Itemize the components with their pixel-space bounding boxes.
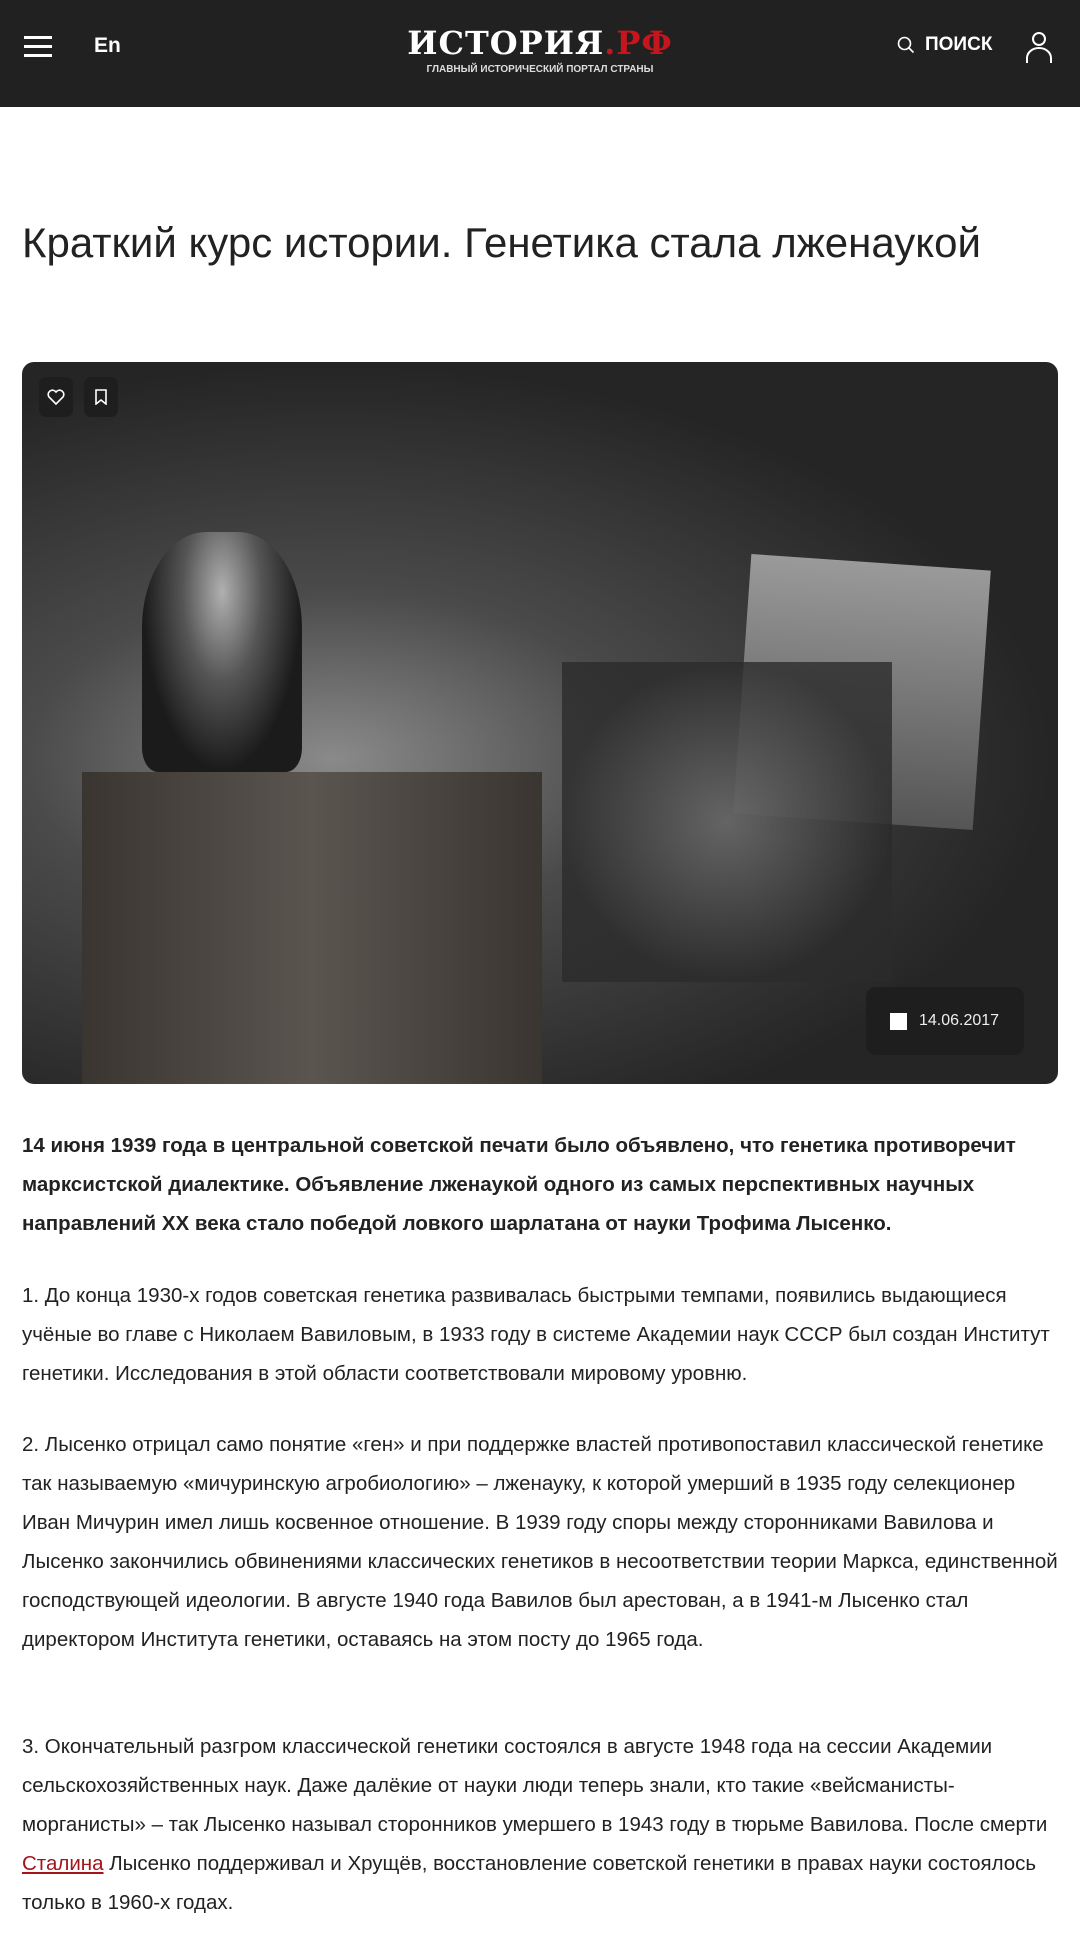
article-title: Краткий курс истории. Генетика стала лженаукой (22, 219, 981, 266)
photo-plants (562, 662, 892, 982)
date-badge (866, 987, 1024, 1055)
paragraph-3-text-start: 3. Окончательный разгром классической генетики состоялся в августе 1948 года на сессии Академии сельскохозяйственных наук. Даже далёкие от науки люди теперь знали, кто такие «вейсманисты-морганисты» – так Лысенко называл сторонников умершего в 1943 году в тюрьме Вавилова. После смерти (22, 1735, 1048, 1836)
like-button[interactable] (39, 377, 73, 417)
article-paragraph-2: 2. Лысенко отрицал само понятие «ген» и при поддержке властей противопоставил классической генетике так называемую «мичуринскую агробиологию» – лженауку, к которой умерший в 1935 году селекционер Иван Мичурин имел лишь косвенное отношение. В 1939 году споры между сторонниками Вавилова и Лысенко закончились обвинениями классических генетиков в несоответствии теории Маркса, единственной господствующей идеологии. В августе 1940 года Вавилов был арестован, а в 1941-м Лысенко стал директором Института генетики, оставаясь на этом посту до 1965 года. (22, 1433, 1058, 1651)
language-switch[interactable]: En (94, 34, 121, 57)
logo-text: ИСТОРИЯ (407, 24, 605, 62)
stalin-link[interactable]: Сталина (22, 1852, 104, 1875)
heart-icon (47, 389, 65, 405)
paragraph-3-text-end: Лысенко поддерживал и Хрущёв, восстановление советской генетики в правах науки состоялось только в 1960-х годах. (22, 1852, 1037, 1914)
article-paragraph-3 (22, 1727, 1058, 1922)
photo-podium (82, 772, 542, 1084)
logo-rf: .РФ (604, 24, 673, 62)
photo-speaker (142, 532, 302, 772)
logo-tagline: ГЛАВНЫЙ ИСТОРИЧЕСКИЙ ПОРТАЛ СТРАНЫ (426, 64, 654, 75)
article-paragraph-1: 1. До конца 1930-х годов советская генетика развивалась быстрыми темпами, появились выдающиеся учёные во главе с Николаем Вавиловым, в 1933 году в системе Академии наук СССР был создан Институт генетики. Исследования в этой области соответствовали мировому уровню. (22, 1284, 1050, 1385)
calendar-icon (890, 1013, 907, 1030)
bookmark-button[interactable] (84, 377, 118, 417)
user-icon[interactable] (1025, 30, 1053, 64)
site-header (0, 0, 1080, 107)
search-button[interactable] (897, 34, 992, 56)
publish-date: 14.06.2017 (919, 1012, 1000, 1029)
bookmark-icon (95, 389, 107, 405)
search-label: ПОИСК (925, 34, 993, 55)
search-icon (897, 36, 915, 54)
article-photo (22, 362, 1058, 1084)
article-lead: 14 июня 1939 года в центральной советской печати было объявлено, что генетика противоречит марксистской диалектике. Объявление лженаукой одного из самых перспективных научных направлений XX века стало победой ловкого шарлатана от науки Трофима Лысенко. (22, 1134, 1016, 1235)
